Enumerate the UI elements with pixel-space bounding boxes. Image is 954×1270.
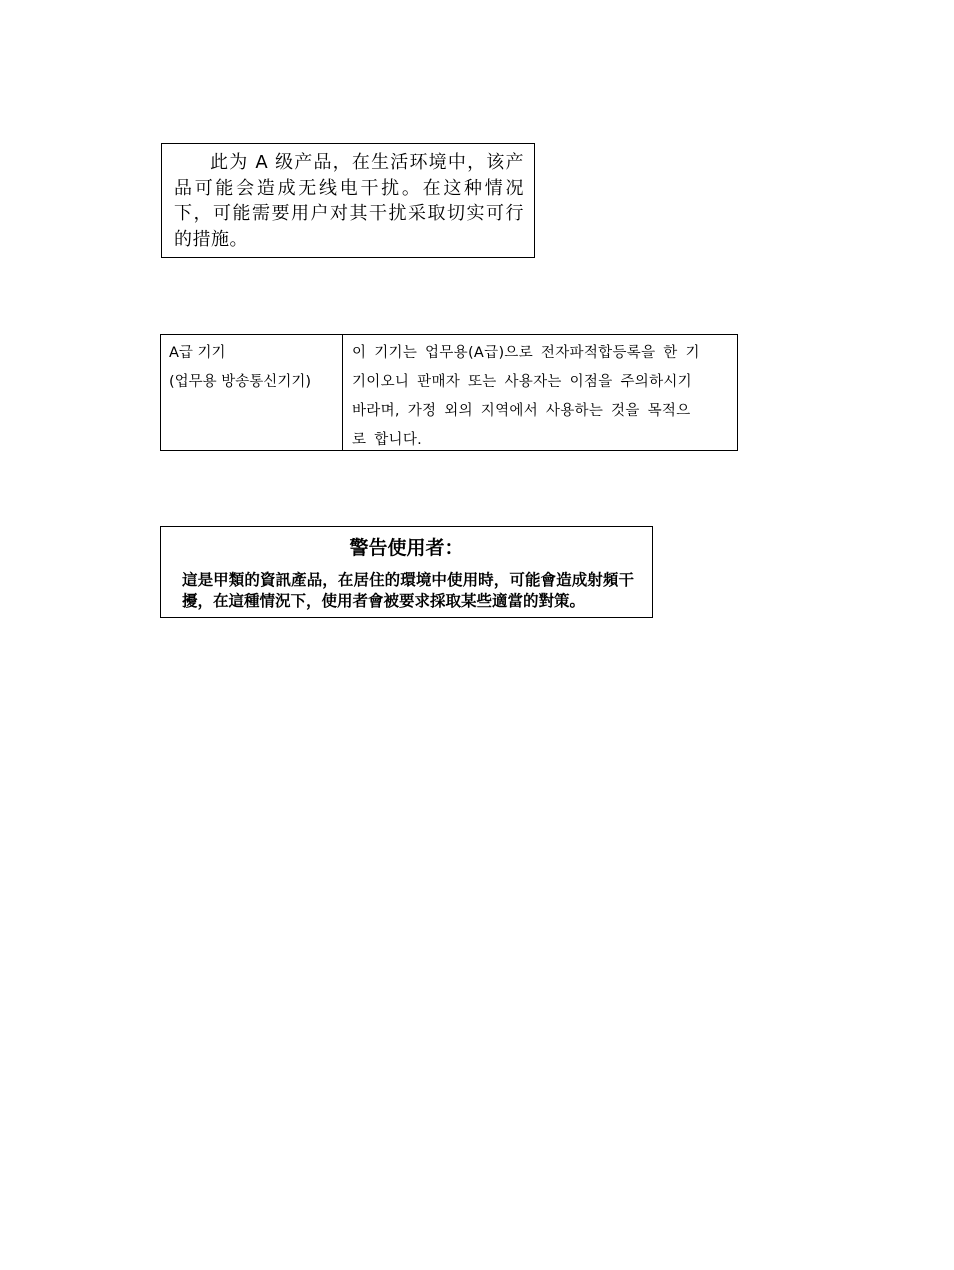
korea-notice-line-2: 기이오니 판매자 또는 사용자는 이점을 주의하시기 [352,374,692,390]
china-notice-text: 此为 A 级产品，在生活环境中，该产品可能会造成无线电干扰。在这种情况下，可能需要用户对其干扰采取切实可行的措施。 [174,152,524,250]
korea-notice-line-4: 로 합니다. [352,432,423,448]
korea-notice-description-cell [343,335,737,450]
korea-class-a-notice-table [160,334,738,451]
korea-class-label: A급 기기 [169,345,226,361]
taiwan-warning-title: 警告使用者： [349,537,464,559]
korea-notice-class-cell [161,335,343,450]
korea-class-subtitle: (업무용 방송통신기기) [169,374,311,390]
taiwan-warning-body: 這是甲類的資訊產品，在居住的環境中使用時，可能會造成射頻干擾，在這種情況下，使用者會被要求採取某些適當的對策。 [182,570,634,610]
china-class-a-notice [161,143,535,258]
taiwan-class-a-warning [160,526,653,618]
korea-notice-line-3: 바라며, 가정 외의 지역에서 사용하는 것을 목적으 [352,403,691,419]
korea-notice-line-1: 이 기기는 업무용(A급)으로 전자파적합등록을 한 기 [352,345,700,361]
